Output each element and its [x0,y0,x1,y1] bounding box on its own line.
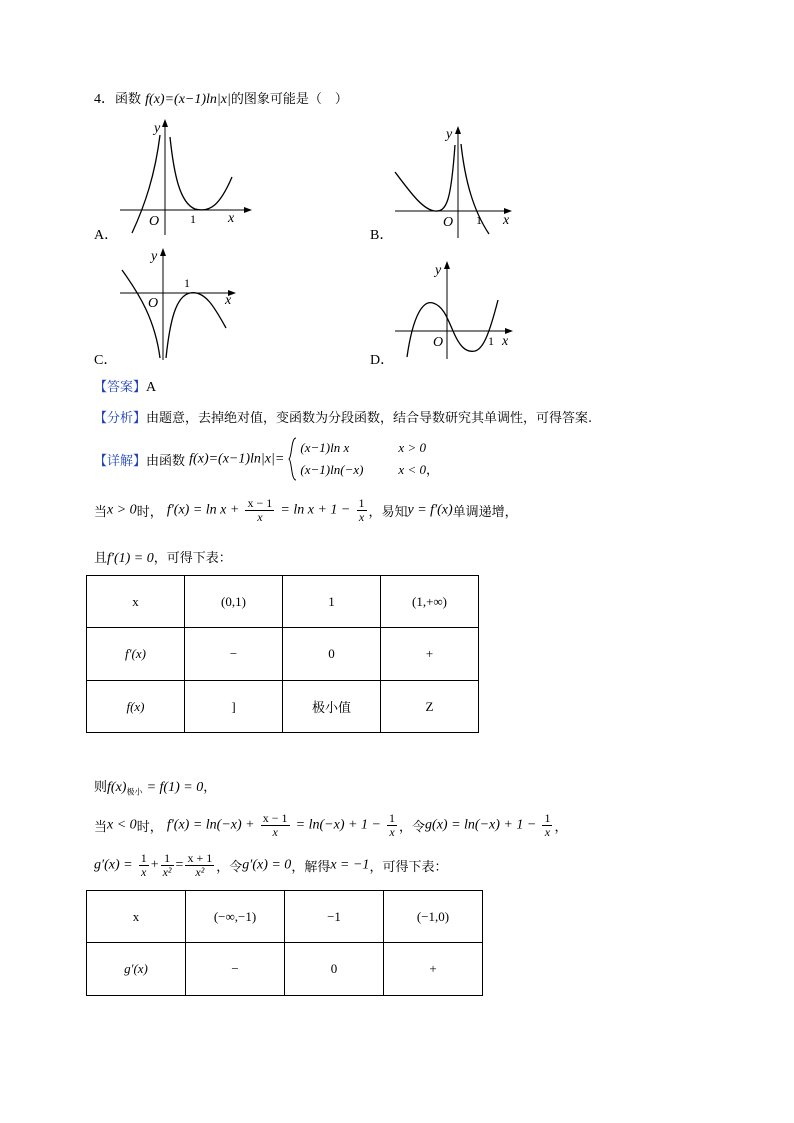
step2-line [94,547,232,567]
analysis-tag: 【分析】 [94,411,147,426]
table-cell: −1 [285,891,384,943]
step4-text-a: 当 [94,820,108,835]
step5-eq: = [175,857,184,873]
step3-text-a: 则 [94,780,108,795]
graph-a-origin: O [149,214,160,229]
table-cell: − [185,628,283,681]
question-formula: f(x)=(x−1)ln|x| [145,92,231,107]
table-cell: (0,1) [185,576,283,628]
answer-value: A [146,380,157,395]
graph-b-origin: O [443,215,454,230]
step1-line [94,497,518,524]
option-b-label[interactable]: B． [370,228,394,243]
step5-text-d: ，解得 [291,860,331,875]
table-cell: (−1,0) [384,891,483,943]
table-row [87,943,483,996]
step1-fraction-2: $\frac{1}{x}$ [358,496,365,524]
graph-b [385,120,545,245]
table-cell: f′(x) [87,628,185,681]
table-cell: + [381,628,479,681]
detail-tag: 【详解】 [94,454,147,469]
step1-text-c: 时， [136,505,163,520]
step1-text-h: 单调递增， [452,505,518,520]
detail-end: ， [425,463,439,478]
step4-gx: g(x) = ln(−x) + 1 − [425,817,537,833]
analysis-text: 由题意，去掉绝对值，变函数为分段函数，结合导数研究其单调性，可得答案. [146,411,593,426]
graph-d-one: 1 [488,334,494,348]
graph-d-origin: O [433,335,444,350]
graph-d-x-label: x [502,334,509,349]
step5-solution: x = −1 [330,857,370,873]
graph-c [110,240,270,365]
case2-expr: (x−1)ln(−x) [300,462,364,477]
step1-derivative: f′(x) = ln x + [166,502,240,518]
step4-fraction-3: $\frac{1}{x}$ [544,811,551,839]
step1-text-f: ，易知 [368,505,408,520]
detail-line [94,437,439,482]
answer-line [94,376,156,396]
table-cell: g′(x) [87,943,186,996]
question-line [94,88,348,108]
table-row [87,576,479,628]
table-cell: ] [185,681,283,733]
step2-text-a: 且 [94,551,108,566]
step1-text-a: 当 [94,505,108,520]
option-d-label[interactable]: D． [370,353,395,368]
case2-cond: x < 0 [398,462,426,477]
graph-d [385,255,545,380]
question-number: 4． [94,92,115,107]
step5-fraction-2: $\frac{1}{\text{x²}}$ [162,851,172,879]
step3-line [94,776,216,798]
graph-a-x-label: x [228,211,235,226]
table-cell: 0 [285,943,384,996]
answer-tag: 【答案】 [94,380,147,395]
step2-cond: f′(1) = 0 [107,551,154,566]
table-1 [86,575,479,733]
step4-fraction-2: $\frac{1}{x}$ [389,811,396,839]
table-row [87,891,483,943]
detail-lead: 由函数 [146,454,186,469]
step2-text-c: ，可得下表： [153,551,232,566]
graph-b-x-label: x [503,213,510,228]
step4-expr: = ln(−x) + 1 − [295,817,381,833]
option-a-label[interactable]: A． [94,228,119,243]
table-row [87,628,479,681]
table-row [87,681,479,733]
step3-fx: f(x) [107,780,127,795]
step4-text-h: ， [554,820,568,835]
table-cell: 0 [283,628,381,681]
case1-expr: (x−1)ln x [300,440,350,455]
detail-formula: f(x)=(x−1)ln|x|= [189,451,285,467]
table-cell: (−∞,−1) [186,891,285,943]
graph-a-y-label: y [154,121,161,136]
step4-derivative: f′(x) = ln(−x) + [166,817,255,833]
step1-fraction: $\frac{x - 1}{x}$ [247,496,273,524]
table-cell: Z [381,681,479,733]
graph-a-one: 1 [190,212,196,226]
graph-b-y-label: y [446,127,453,142]
table-cell: + [384,943,483,996]
table-cell: 极小值 [283,681,381,733]
graph-c-one: 1 [184,276,190,290]
step4-line [94,812,567,839]
step3-eq: = f(1) = 0 [146,780,204,795]
brace-icon [288,437,298,481]
table-cell: (1,+∞) [381,576,479,628]
step1-expr: = ln x + 1 − [280,502,351,518]
graph-c-y-label: y [151,249,158,264]
question-prefix: 函数 [115,92,142,107]
step4-cond: x < 0 [107,817,137,833]
table-cell: f(x) [87,681,185,733]
table-cell: x [87,576,185,628]
graph-a [110,115,270,240]
step5-text-f: ，可得下表： [369,860,448,875]
step4-text-f: ，令 [399,820,426,835]
step1-cond: x > 0 [107,502,137,518]
step5-line [94,852,447,879]
step4-text-c: 时， [136,820,163,835]
graph-c-x-label: x [225,293,232,308]
step1-y: y = f′(x) [407,502,453,518]
option-c-label[interactable]: C． [94,353,118,368]
piecewise-cases [288,437,439,482]
table-cell: − [186,943,285,996]
step5-gprime: g′(x) = [94,857,133,873]
step5-plus: + [150,857,159,873]
graph-c-origin: O [148,296,159,311]
step5-fraction-3: $\frac{x + 1}{\text{x²}}$ [187,851,213,879]
table-cell: x [87,891,186,943]
step5-fraction-1: $\frac{1}{x}$ [140,851,147,879]
step4-fraction: $\frac{x - 1}{x}$ [262,811,288,839]
step5-text-b: ，令 [216,860,243,875]
graph-d-y-label: y [435,263,442,278]
step3-text-d: ， [203,780,217,795]
table-2 [86,890,483,996]
case1-cond: x > 0 [398,440,426,455]
question-suffix: 的图象可能是（ ） [230,92,348,107]
step5-cond: g′(x) = 0 [242,857,292,873]
analysis-line [94,407,592,426]
table-cell: 1 [283,576,381,628]
graph-b-one: 1 [476,213,482,227]
step3-sub: 极小 [126,787,143,797]
